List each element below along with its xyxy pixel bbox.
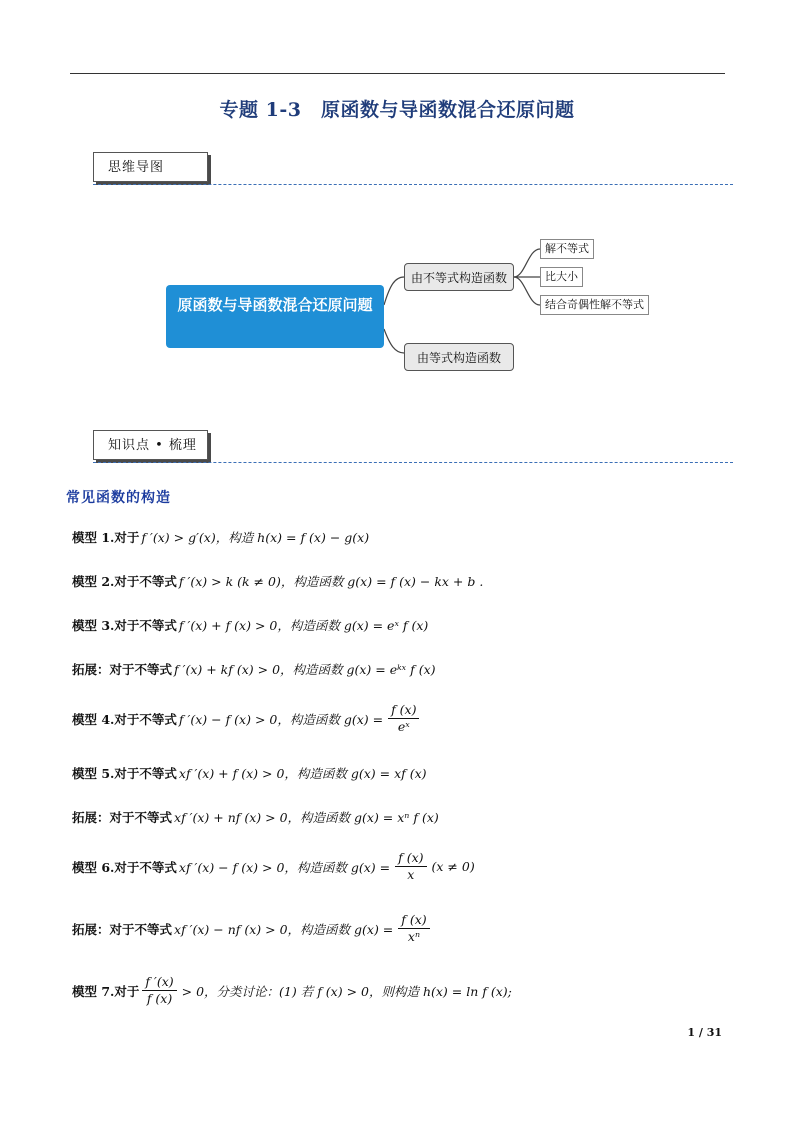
model-label: 拓展：对于不等式	[72, 662, 173, 677]
section-divider	[93, 462, 733, 463]
model-expression: xf ′(x) + nf (x) > 0，构造函数 g(x) = xⁿ f (x)	[174, 810, 439, 825]
model-condition: (x ≠ 0)	[431, 859, 475, 874]
fraction-denominator: f (x)	[146, 991, 173, 1006]
model-expression: f ′(x) − f (x) > 0，构造函数 g(x) =	[178, 711, 384, 727]
fraction-numerator: f ′(x)	[142, 974, 176, 991]
model-label: 模型 2.对于不等式	[72, 574, 177, 589]
fraction-numerator: f (x)	[395, 850, 426, 867]
model-label: 模型 6.对于不等式	[72, 859, 177, 875]
fraction-denominator: eˣ	[397, 719, 410, 734]
fraction	[388, 702, 419, 735]
model-line	[72, 808, 441, 826]
model-label: 模型 3.对于不等式	[72, 618, 177, 633]
fraction-denominator: x	[407, 867, 415, 882]
fraction-numerator: f (x)	[388, 702, 419, 719]
model-expression: f ′(x) > k (k ≠ 0)，构造函数 g(x) = f (x) − kx + b .	[178, 574, 484, 589]
mind-map-branch-inequality: 由不等式构造函数	[404, 263, 514, 291]
mind-map-connectors	[0, 225, 794, 385]
mind-map-branch-equality: 由等式构造函数	[404, 343, 514, 371]
mind-map-root: 原函数与导函数混合还原问题	[166, 285, 384, 348]
model-line	[72, 616, 430, 634]
fraction	[398, 912, 429, 945]
model-label: 模型 1.对于	[72, 530, 140, 545]
model-label: 拓展：对于不等式	[72, 921, 173, 937]
mind-map	[0, 225, 794, 385]
mind-map-leaf-compare: 比大小	[540, 267, 583, 287]
model-expression: f ′(x) + kf (x) > 0，构造函数 g(x) = eᵏˣ f (x)	[174, 662, 436, 677]
page-title: 专题 1-3 原函数与导函数混合还原问题	[219, 99, 575, 121]
model-label: 模型 4.对于不等式	[72, 711, 177, 727]
section-tab-knowledge: 知识点 • 梳理	[93, 430, 208, 460]
section-tab-mindmap: 思维导图	[93, 152, 208, 182]
page-number: 1 / 31	[687, 1026, 722, 1039]
model-line	[72, 764, 429, 782]
model-line	[72, 572, 485, 590]
model-label: 模型 7.对于	[72, 983, 140, 999]
model-line	[72, 702, 422, 735]
fraction-numerator: f (x)	[398, 912, 429, 929]
subheading: 常见函数的构造	[66, 490, 171, 506]
mind-map-leaf-solve: 解不等式	[540, 239, 594, 259]
model-expression: xf ′(x) + f (x) > 0，构造函数 g(x) = xf (x)	[178, 766, 427, 781]
mind-map-leaf-parity: 结合奇偶性解不等式	[540, 295, 649, 315]
fraction	[395, 850, 426, 883]
model-expression: f ′(x) + f (x) > 0，构造函数 g(x) = eˣ f (x)	[178, 618, 429, 633]
model-line	[72, 660, 438, 678]
model-line	[72, 528, 371, 546]
fraction	[142, 974, 176, 1007]
model-line	[72, 850, 477, 883]
fraction-denominator: xⁿ	[407, 929, 421, 944]
model-line	[72, 974, 514, 1007]
model-expression: > 0，分类讨论：(1) 若 f (x) > 0，则构造 h(x) = ln f (x);	[181, 983, 512, 999]
model-expression: xf ′(x) − nf (x) > 0，构造函数 g(x) =	[174, 921, 394, 937]
model-expression: f ′(x) > g′(x)，构造 h(x) = f (x) − g(x)	[141, 530, 370, 545]
model-label: 模型 5.对于不等式	[72, 766, 177, 781]
section-divider	[93, 184, 733, 185]
model-line	[72, 912, 433, 945]
top-rule	[70, 73, 725, 74]
model-expression: xf ′(x) − f (x) > 0，构造函数 g(x) =	[178, 859, 391, 875]
model-label: 拓展：对于不等式	[72, 810, 173, 825]
